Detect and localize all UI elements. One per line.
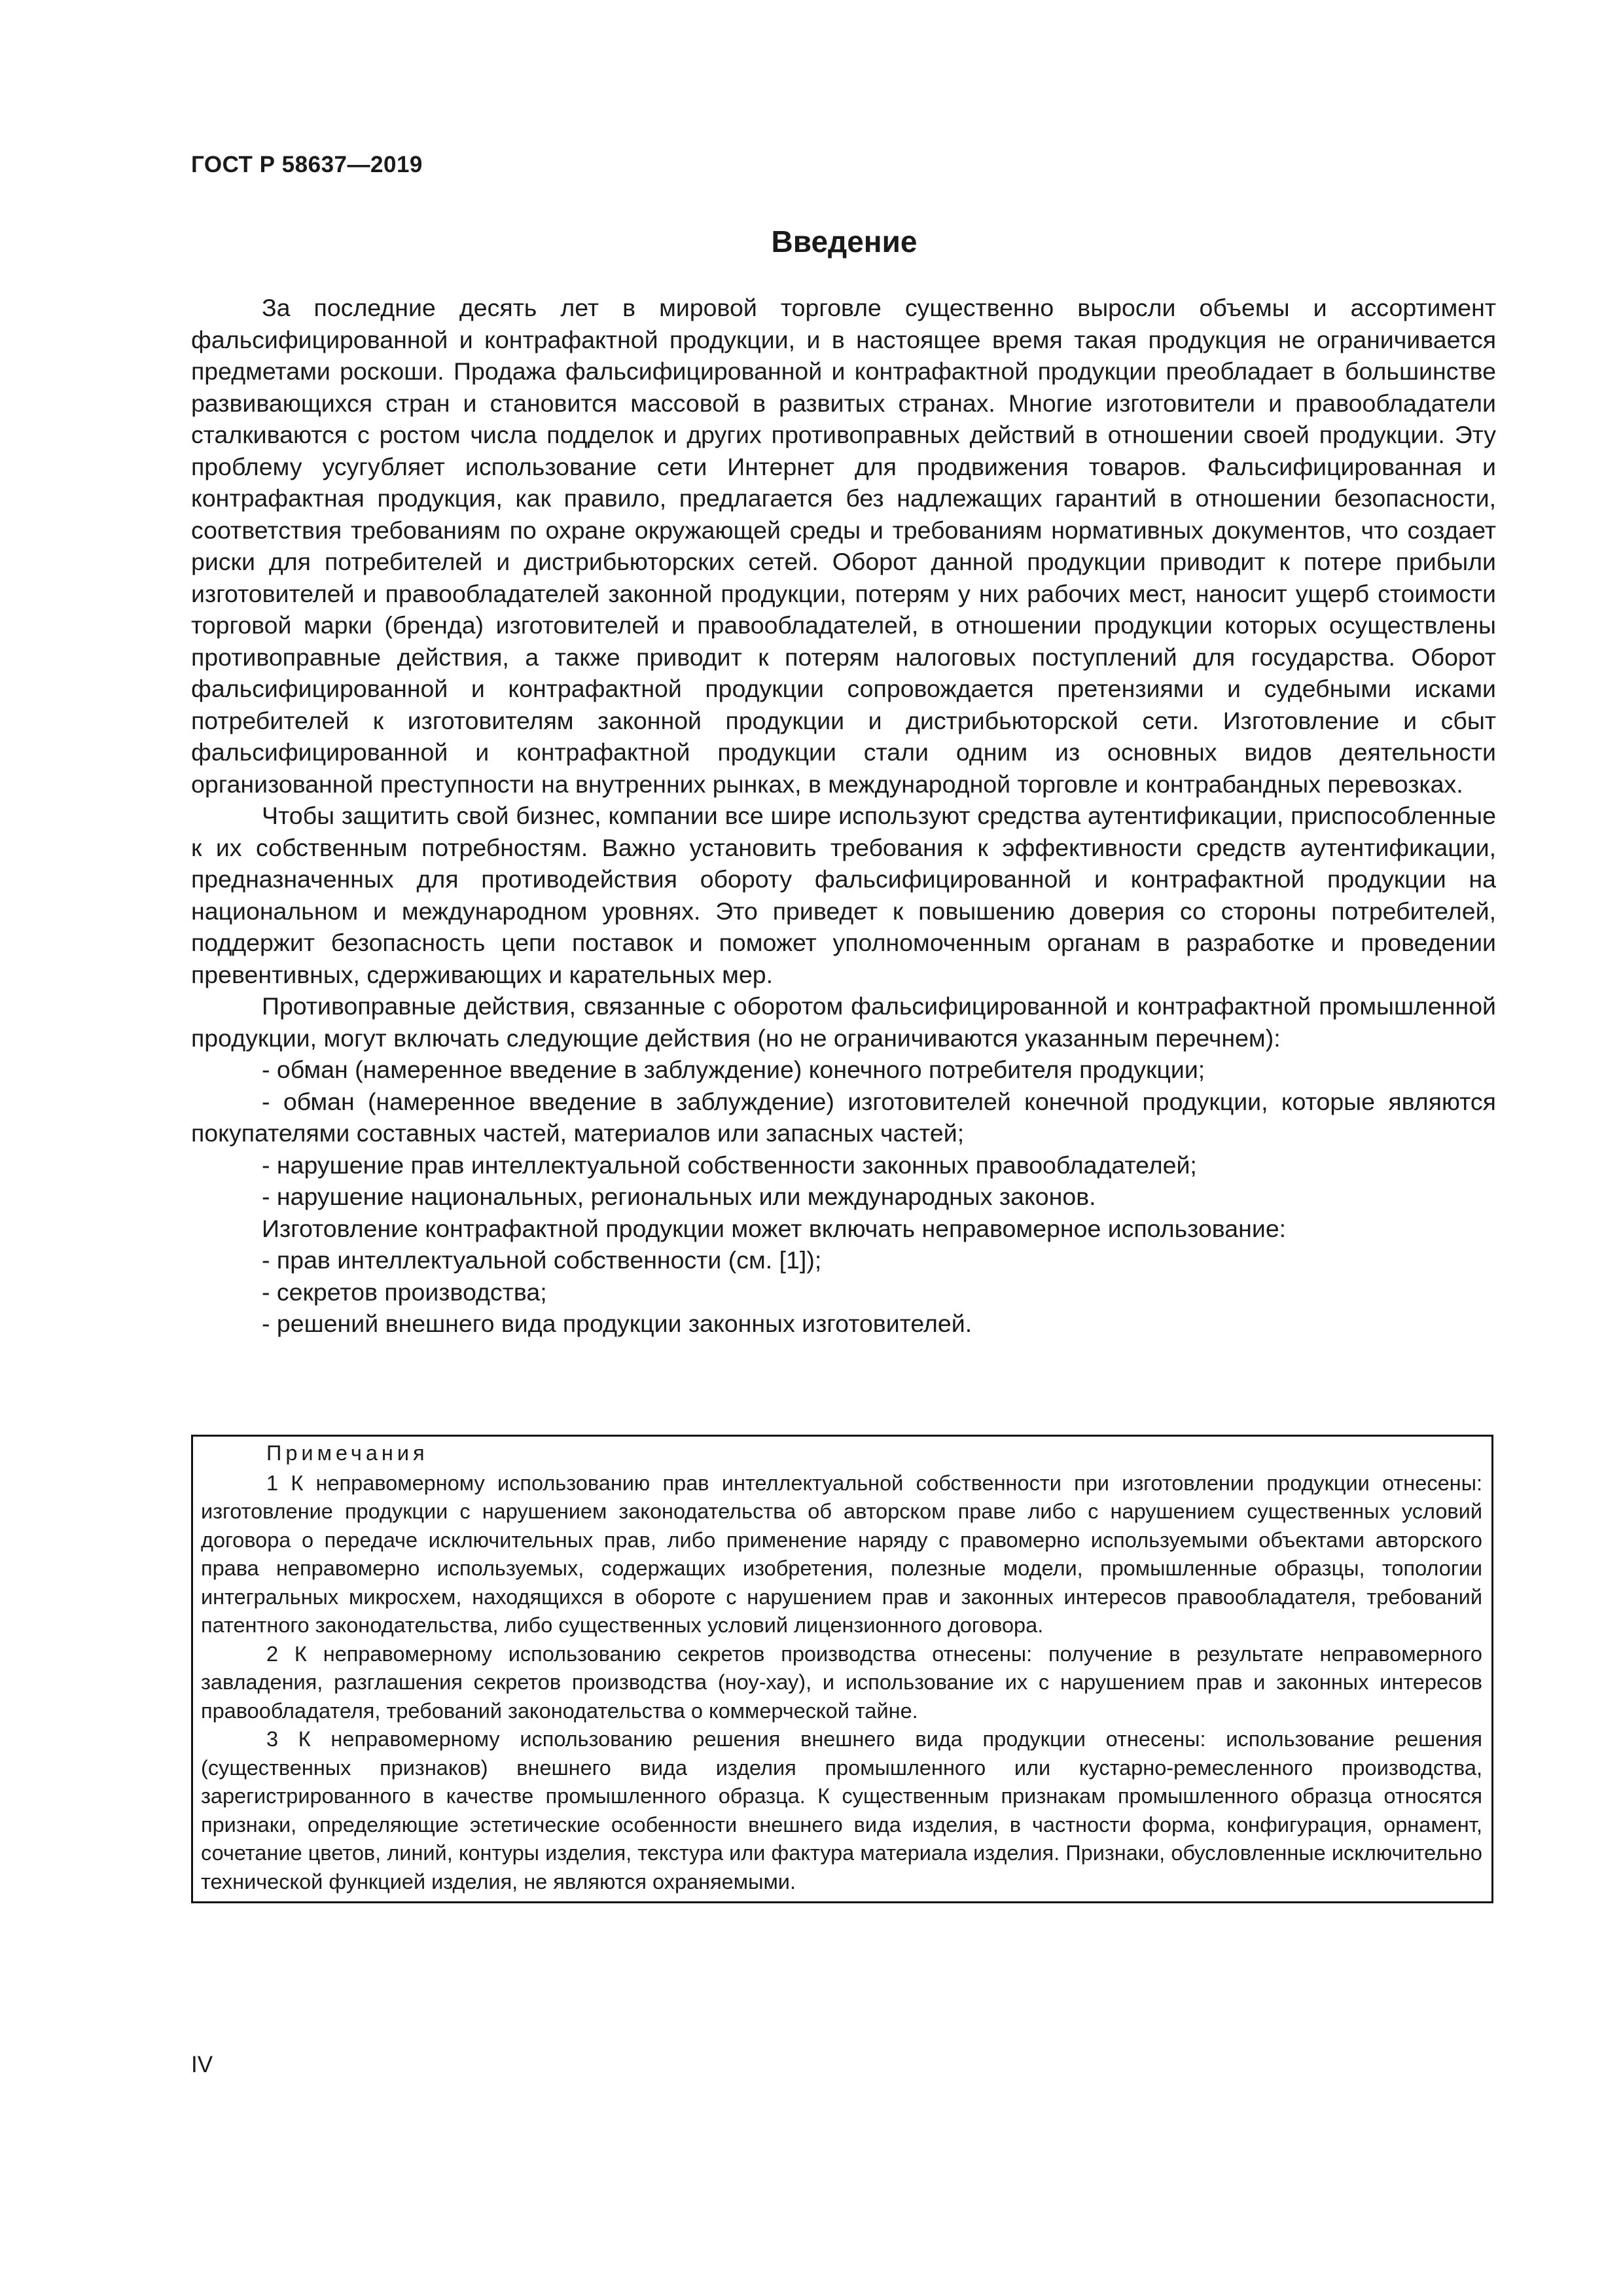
standard-designation: ГОСТ Р 58637—2019 <box>191 152 423 177</box>
notes-heading: Примечания <box>266 1441 429 1465</box>
note-item: 2 К неправомерному использованию секретов производства отнесены: получение в результате неправомерного завладения, разглашения секретов производства (ноу-хау), и использование их с нарушением прав и законных интересов правообладателя, требований законодательства о коммерческой тайне. <box>201 1641 1482 1723</box>
list-item: - прав интеллектуальной собственности (см. [1]); <box>262 1246 822 1274</box>
list-item: - решений внешнего вида продукции законных изготовителей. <box>262 1310 972 1337</box>
note-item: 1 К неправомерному использованию прав интеллектуальной собственности при изготовлении продукции отнесены: изготовление продукции с нарушением законодательства об авторском праве либо с нарушением существенных условий договора о передаче исключительных прав, либо применение наряду с правомерно используемыми объектами авторского права неправомерно используемых, содержащих изобретения, полезные модели, промышленные образцы, топологии интегральных микросхем, находящихся в обороте с нарушением прав и законных интересов правообладателя, требований патентного законодательства, либо существенных условий лицензионного договора. <box>201 1471 1482 1637</box>
paragraph: Чтобы защитить свой бизнес, компании все шире используют средства аутентификации, приспособленные к их собственным потребностям. Важно установить требования к эффективности средств аутентификации, предназначенных для противодействия обороту фальсифицированной и контрафактной продукции на национальном и международном уровнях. Это приведет к повышению доверия со стороны потребителей, поддержит безопасность цепи поставок и поможет уполномоченным органам в разработке и проведении превентивных, сдерживающих и карательных мер. <box>191 802 1496 988</box>
paragraph: За последние десять лет в мировой торговле существенно выросли объемы и ассортимент фальсифицированной и контрафактной продукции, и в настоящее время такая продукция не ограничивается предметами роскоши. Продажа фальсифицированной и контрафактной продукции преобладает в большинстве развивающихся стран и становится массовой в развитых странах. Многие изготовители и правообладатели сталкиваются с ростом числа подделок и других противоправных действий в отношении своей продукции. Эту проблему усугубляет использование сети Интернет для продвижения товаров. Фальсифицированная и контрафактная продукция, как правило, предлагается без надлежащих гарантий в отношении безопасности, соответствия требованиям по охране окружающей среды и требованиям нормативных документов, что создает риски для потребителей и дистрибьюторских сетей. Оборот данной продукции приводит к потере прибыли изготовителей и правообладателей законной продукции, потерям у них рабочих мест, наносит ущерб стоимости торговой марки (бренда) изготовителей и правообладателей, в отношении продукции которых осуществлены противоправные действия, а также приводит к потерям налоговых поступлений для государства. Оборот фальсифицированной и контрафактной продукции сопровождается претензиями и судебными исками потребителей к изготовителям законной продукции и дистрибьюторской сети. Изготовление и сбыт фальсифицированной и контрафактной продукции стали одним из основных видов деятельности организованной преступности на внутренних рынках, в международной торговле и контрабандных перевозках. <box>191 294 1496 798</box>
list-item: - нарушение прав интеллектуальной собственности законных правообладателей; <box>262 1151 1197 1179</box>
page-title: Введение <box>771 224 918 259</box>
list-item: - обман (намеренное введение в заблуждение) изготовителей конечной продукции, которые являются покупателями составных частей, материалов или запасных частей; <box>191 1087 1496 1147</box>
page-number: IV <box>191 2052 213 2077</box>
list-item: - обман (намеренное введение в заблуждение) конечного потребителя продукции; <box>262 1056 1205 1083</box>
body-text <box>191 292 1496 1340</box>
list-item: - секретов производства; <box>262 1278 547 1306</box>
paragraph: Противоправные действия, связанные с оборотом фальсифицированной и контрафактной промышленной продукции, могут включать следующие действия (но не ограничиваются указанным перечнем): <box>191 992 1496 1052</box>
paragraph: Изготовление контрафактной продукции может включать неправомерное использование: <box>262 1214 1287 1242</box>
notes-box <box>191 1435 1493 1903</box>
list-item: - нарушение национальных, региональных или международных законов. <box>262 1183 1096 1210</box>
note-item: 3 К неправомерному использованию решения внешнего вида продукции отнесены: использование решения (существенных признаков) внешнего вида изделия промышленного или кустарно-ремесленного производства, зарегистрированного в качестве промышленного образца. К существенным признакам промышленного образца относятся признаки, определяющие эстетические особенности внешнего вида изделия, в частности форма, конфигурация, орнамент, сочетание цветов, линий, контуры изделия, текстура или фактура материала изделия. Признаки, обусловленные исключительно технической функцией изделия, не являются охраняемыми. <box>201 1727 1482 1893</box>
